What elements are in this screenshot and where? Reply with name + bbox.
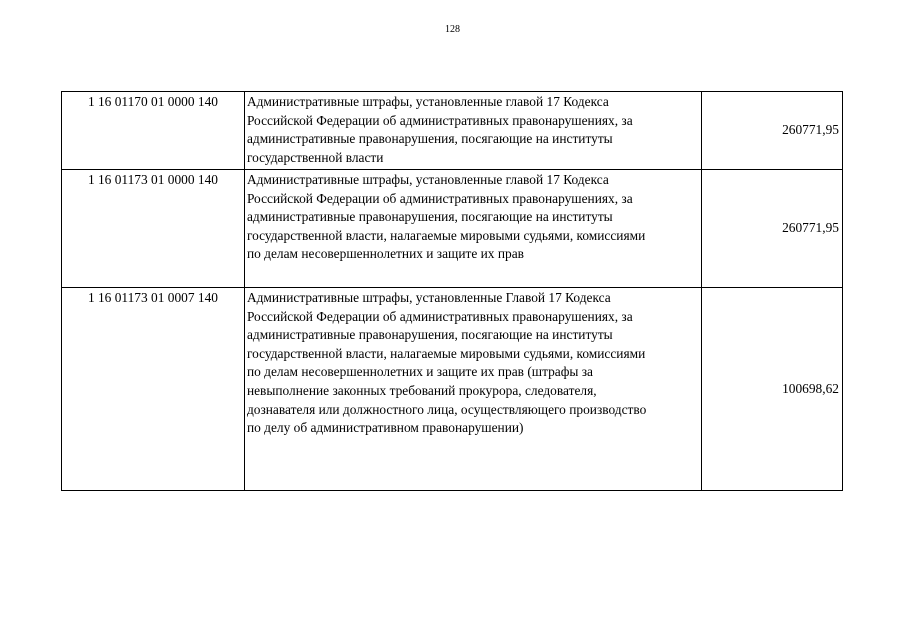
description-line: по делу об административном правонарушении) [246, 420, 524, 436]
description-line: административные правонарушения, посягающие на институты [246, 327, 613, 343]
description-line: Российской Федерации об административных правонарушениях, за [246, 190, 633, 206]
description-line: невыполнение законных требований прокурора, следователя, [246, 382, 597, 398]
table-row [62, 170, 843, 288]
description-line: административные правонарушения, посягающие на институты [246, 131, 613, 147]
description-line: государственной власти, налагаемые мировыми судьями, комиссиями [246, 227, 646, 243]
amount-cell: 260771,95 [701, 170, 842, 288]
description-line: административные правонарушения, посягающие на институты [246, 209, 613, 225]
description-cell [244, 288, 701, 491]
description-line: Административные штрафы, установленные главой 17 Кодекса [246, 172, 609, 187]
description-line: Административные штрафы, установленные Главой 17 Кодекса [246, 290, 611, 305]
revenue-table [61, 91, 843, 491]
description-cell [244, 92, 701, 170]
budget-code-cell: 1 16 01173 01 0007 140 [62, 288, 245, 491]
description-line: по делам несовершеннолетних и защите их прав (штрафы за [246, 364, 594, 380]
description-line: по делам несовершеннолетних и защите их прав [246, 246, 524, 262]
budget-code-cell: 1 16 01170 01 0000 140 [62, 92, 245, 170]
amount-cell: 260771,95 [701, 92, 842, 170]
description-line: дознавателя или должностного лица, осуществляющего производство [246, 401, 647, 417]
table-row [62, 92, 843, 170]
description-line: Административные штрафы, установленные главой 17 Кодекса [246, 94, 609, 109]
description-line: Российской Федерации об административных правонарушениях, за [246, 112, 633, 128]
description-cell [244, 170, 701, 288]
amount-cell: 100698,62 [701, 288, 842, 491]
page-number: 128 [445, 24, 460, 35]
description-line: Российской Федерации об административных правонарушениях, за [246, 308, 633, 324]
description-line: государственной власти, налагаемые мировыми судьями, комиссиями [246, 345, 646, 361]
table-row [62, 288, 843, 491]
description-line: государственной власти [246, 149, 384, 165]
budget-code-cell: 1 16 01173 01 0000 140 [62, 170, 245, 288]
